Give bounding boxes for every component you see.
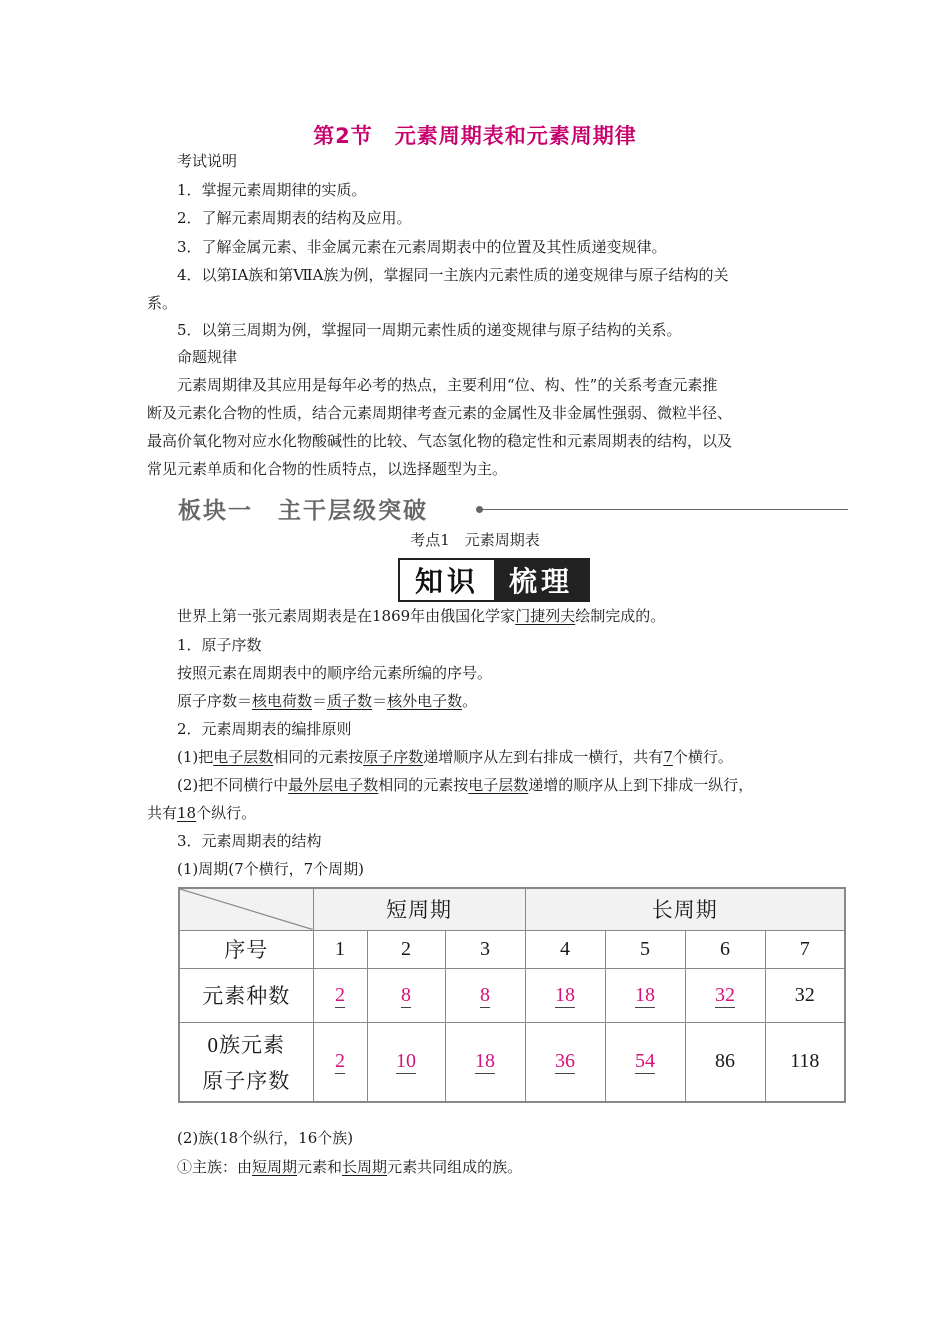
p2-l1-f: 7 [663,748,673,766]
noble-number: 10 [396,1050,416,1073]
p2-heading: 2．元素周期表的编排原则 [177,720,352,738]
element-count: 32 [715,983,735,1006]
noble-number: 2 [335,1050,345,1073]
row-label-noble-1: 0族元素 [207,1032,285,1057]
element-count: 8 [401,983,411,1006]
exam-item-1: 1．掌握元素周期律的实质。 [177,181,367,199]
noble-number-cell [605,1022,685,1102]
element-count-cell [605,968,685,1022]
eq-protons: 质子数 [327,692,373,710]
noble-number-cell [313,1022,367,1102]
eq-nuclear-charge: 核电荷数 [252,692,313,710]
period-table [178,887,846,1103]
history-name: 门捷列夫 [515,607,576,625]
exam-item-5: 5．以第三周期为例，掌握同一周期元素性质的递变规律与原子结构的关系。 [177,321,682,339]
period-num: 1 [313,930,367,968]
p4-main-group [177,1156,877,1178]
p2-l1-c: 相同的元素按 [273,748,364,766]
p4-sub2: (2)族(18个纵行，16个族) [177,1129,354,1147]
eq-electrons: 核外电子数 [387,692,463,710]
element-count: 2 [335,983,345,1006]
period-num: 7 [765,930,845,968]
eq-mid1: ＝ [312,692,328,710]
p3-heading: 3．元素周期表的结构 [177,832,322,850]
p1-heading: 1．原子序数 [177,636,262,654]
noble-number-cell [445,1022,525,1102]
p1-def: 按照元素在周期表中的顺序给元素所编的序号。 [177,664,493,682]
section-banner [178,492,848,526]
exam-item-2: 2．了解元素周期表的结构及应用。 [177,209,412,227]
history-pre: 世界上第一张元素周期表是在1869年由俄国化学家 [177,607,516,625]
main-short: 短周期 [252,1158,298,1176]
noble-number: 36 [555,1050,575,1073]
main-long: 长周期 [342,1158,388,1176]
element-count: 8 [480,983,490,1006]
p1-equation [177,690,877,712]
exam-item-4-cont: 系。 [147,294,178,312]
main-c: 元素和 [297,1158,343,1176]
p2-l2-b: 最外层电子数 [288,776,379,794]
p2-l2-e: 递增的顺序从上到下排成一纵行， [528,776,754,794]
p2-l3-c: 个纵行。 [196,804,257,822]
eq-end: 。 [462,692,478,710]
p2-line-1 [177,746,877,768]
period-num: 4 [525,930,605,968]
rule-line-2: 断及元素化合物的性质，结合元素周期律考查元素的金属性及非金属性强弱、微粒半径、 [147,404,733,422]
knowledge-badge [398,558,590,602]
noble-number: 118 [765,1022,845,1102]
short-period-header: 短周期 [313,888,525,930]
badge-right: 梳理 [494,560,588,600]
period-num: 2 [367,930,445,968]
exam-desc-heading: 考试说明 [177,152,238,170]
exam-item-3: 3．了解金属元素、非金属元素在元素周期表中的位置及其性质递变规律。 [177,238,667,256]
noble-number-cell [525,1022,605,1102]
p2-l2-d: 电子层数 [468,776,529,794]
element-count-cell [313,968,367,1022]
p2-l3-a: 共有 [147,804,178,822]
page-title: 第2节 元素周期表和元素周期律 [313,124,637,148]
element-count-cell [685,968,765,1022]
rule-line-4: 常见元素单质和化合物的性质特点，以选择题型为主。 [147,460,508,478]
row-label-noble-2: 原子序数 [202,1068,291,1093]
history-line [177,605,877,627]
long-period-header: 长周期 [525,888,845,930]
p2-l1-a: (1)把 [177,748,214,766]
eq-pre: 原子序数＝ [177,692,253,710]
p2-l3-b: 18 [177,804,197,822]
p2-l1-d: 原子序数 [363,748,424,766]
element-count-cell [525,968,605,1022]
p3-sub1: (1)周期(7个横行，7个周期) [177,860,365,878]
element-count: 18 [555,983,575,1006]
element-count: 32 [765,968,845,1022]
rule-line-3: 最高价氧化物对应水化物酸碱性的比较、气态氢化物的稳定性和元素周期表的结构，以及 [147,432,733,450]
period-num: 5 [605,930,685,968]
row-label-noble [179,1022,313,1102]
main-e: 元素共同组成的族。 [387,1158,523,1176]
main-a: ①主族：由 [177,1158,253,1176]
rule-line-1: 元素周期律及其应用是每年必考的热点，主要利用“位、构、性”的关系考查元素推 [177,376,718,394]
history-post: 绘制完成的。 [575,607,666,625]
p2-l2-a: (2)把不同横行中 [177,776,289,794]
p2-line-2 [177,774,877,796]
rule-heading: 命题规律 [177,348,238,366]
p2-l2-c: 相同的元素按 [378,776,469,794]
noble-number: 54 [635,1050,655,1073]
element-count: 18 [635,983,655,1006]
badge-left: 知识 [400,560,494,600]
section-title: 板块一 主干层级突破 [178,498,428,524]
p2-l1-e: 递增顺序从左到右排成一横行，共有 [423,748,664,766]
section-rule [482,509,848,510]
period-num: 3 [445,930,525,968]
element-count-cell [367,968,445,1022]
p2-line-3 [147,802,847,824]
eq-mid2: ＝ [372,692,388,710]
element-count-cell [445,968,525,1022]
exam-item-4: 4．以第ⅠA族和第ⅦA族为例，掌握同一主族内元素性质的递变规律与原子结构的关 [177,266,729,284]
row-label-count: 元素种数 [179,968,313,1022]
row-label-index: 序号 [179,930,313,968]
period-num: 6 [685,930,765,968]
noble-number: 18 [475,1050,495,1073]
noble-number: 86 [685,1022,765,1102]
kaodian-title: 考点1 元素周期表 [410,531,540,549]
table-corner [179,888,313,930]
noble-number-cell [367,1022,445,1102]
p2-l1-b: 电子层数 [213,748,274,766]
p2-l1-g: 个横行。 [672,748,733,766]
